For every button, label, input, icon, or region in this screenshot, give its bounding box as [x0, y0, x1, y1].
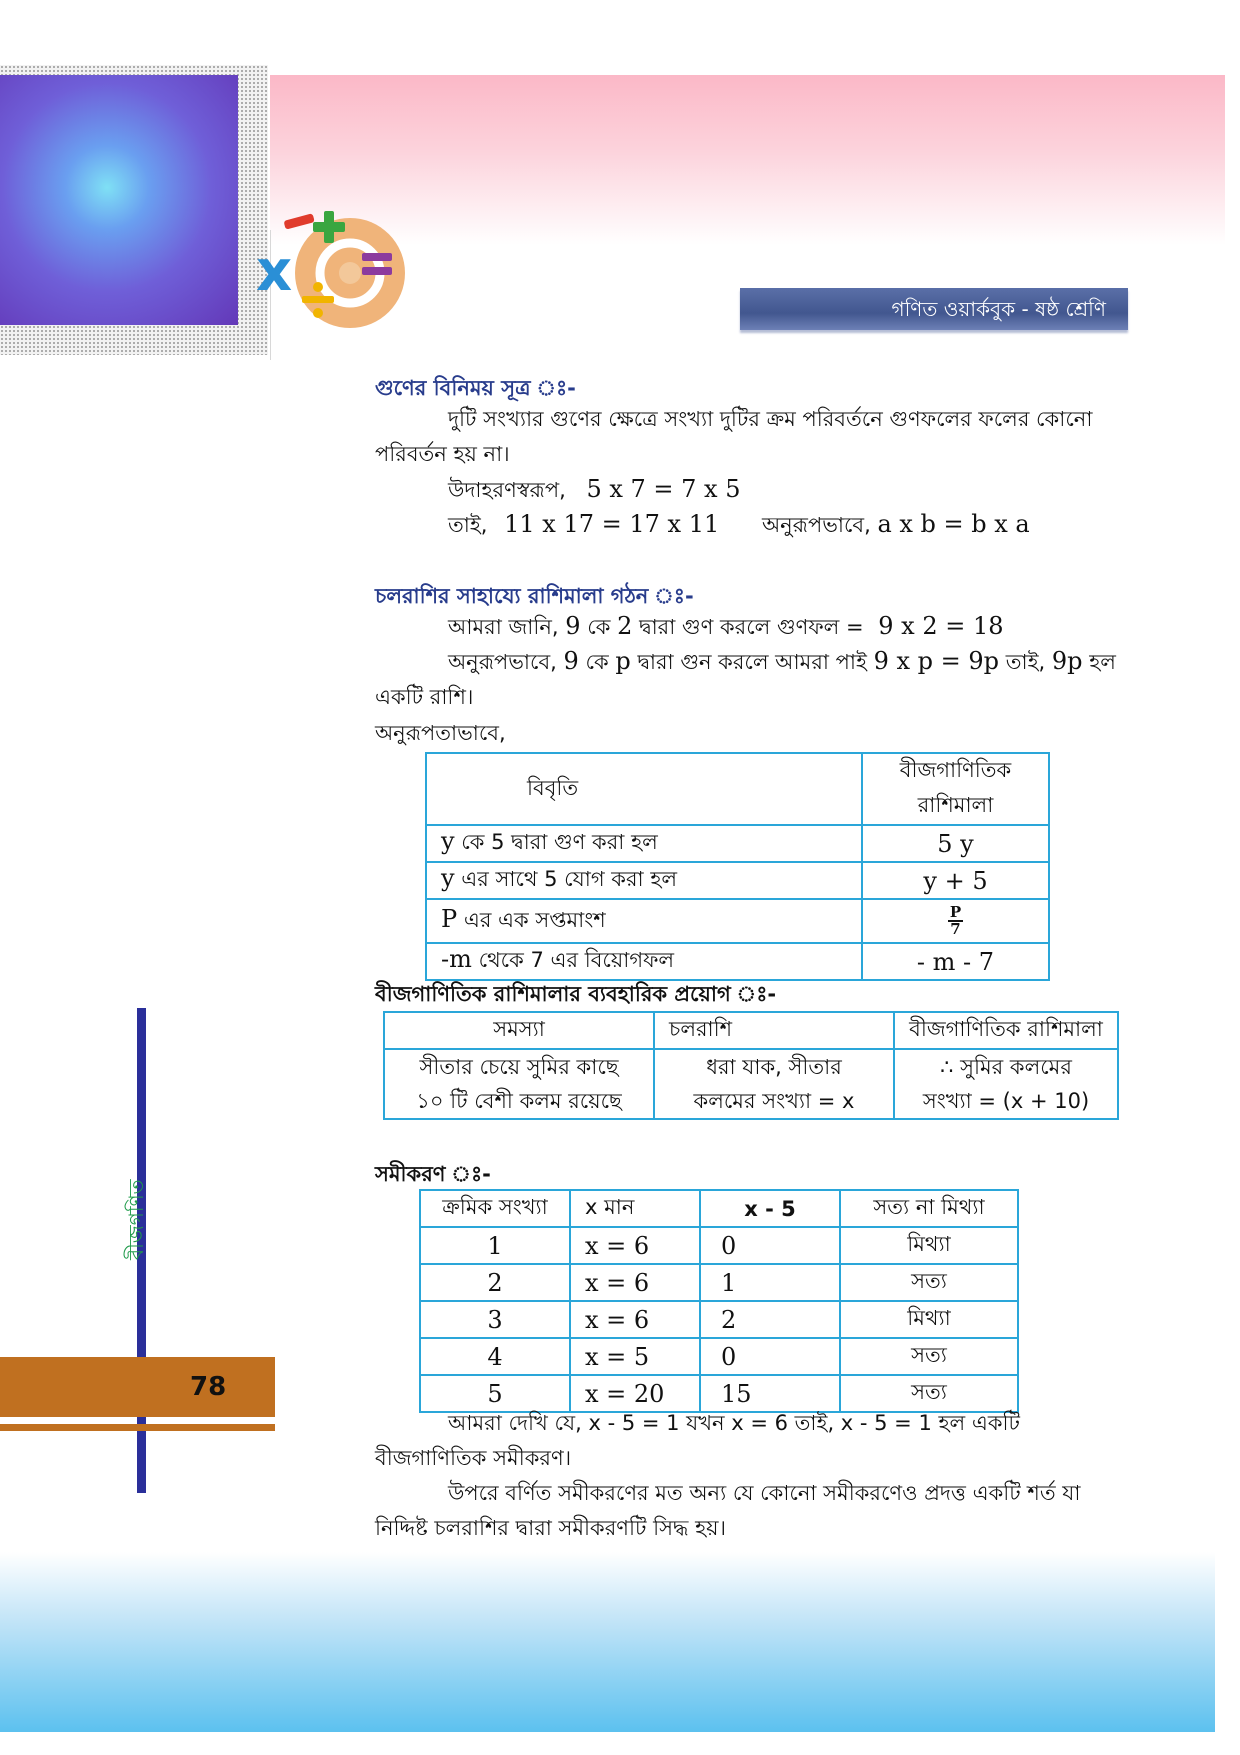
table-header-row [384, 1012, 1118, 1049]
math-symbols-logo [256, 205, 422, 340]
commutative-paragraph-cont: পরিবর্তন হয় না। [375, 442, 510, 466]
book-title-bar: গণিত ওয়ার্কবুক - ষষ্ঠ শ্রেণি [740, 288, 1128, 330]
table-header-row [426, 753, 1049, 825]
header-purple-square [0, 75, 238, 325]
expression-line: সংখ্যা = (x + 10) [922, 1089, 1090, 1113]
row-text: এর সাথে 5 যোগ করা হল [461, 867, 677, 891]
example-line [448, 472, 740, 508]
table-header-cell: চলরাশি [654, 1012, 894, 1049]
we-know-text3: দ্বারা গুণ করলে গুণফল = [639, 615, 864, 639]
we-know-expression: 9 x 2 = 18 [878, 612, 1004, 640]
table-cell: 4 [420, 1338, 570, 1375]
table-header-cell: বিবৃতি [426, 753, 862, 825]
table-cell: 2 [700, 1301, 840, 1338]
table-cell: সত্য [840, 1375, 1018, 1412]
variable-line: ধরা যাক, সীতার [706, 1055, 842, 1079]
table-cell [426, 862, 862, 899]
similarly-line [448, 644, 1116, 680]
conclusion-line-cont: বীজগাণিতিক সমীকরণ। [375, 1446, 572, 1470]
so-line [448, 507, 1030, 543]
table-cell: 0 [700, 1227, 840, 1264]
page-band-underline [0, 1424, 275, 1431]
table-cell: মিথ্যা [840, 1301, 1018, 1338]
one-expression-line: একটি রাশি। [375, 685, 474, 709]
table-header-cell: ক্রমিক সংখ্যা [420, 1190, 570, 1227]
similarly-text: অনুরূপভাবে, [448, 650, 557, 674]
table-cell: সত্য [840, 1264, 1018, 1301]
application-table [383, 1011, 1119, 1120]
table-header-cell: x মান [570, 1190, 700, 1227]
table-row [420, 1301, 1018, 1338]
row-text: এর এক সপ্তমাংশ [463, 907, 606, 932]
commutative-paragraph: দুটি সংখ্যার গুণের ক্ষেত্রে সংখ্যা দুটির ক্রম পরিবর্তনে গুণফলের ফলের কোনো [448, 407, 1093, 431]
we-know-line [448, 609, 1004, 645]
example-expression: 5 x 7 = 7 x 5 [586, 475, 741, 503]
table-cell: 3 [420, 1301, 570, 1338]
page-number-band [0, 1357, 275, 1417]
table-cell [862, 899, 1049, 943]
similar-label: অনুরূপভাবে, [761, 513, 871, 537]
similarly-var: p [615, 647, 631, 675]
table-cell [384, 1049, 654, 1119]
table-cell [426, 899, 862, 943]
table-cell: 1 [420, 1227, 570, 1264]
table-cell: x = 6 [570, 1301, 700, 1338]
final-line: উপরে বর্ণিত সমীকরণের মত অন্য যে কোনো সমীকরণেও প্রদত্ত একটি শর্ত যা [448, 1481, 1081, 1505]
similarly-text2: কে [585, 650, 609, 674]
table-header-cell: বীজগাণিতিক রাশিমালা [862, 753, 1049, 825]
table-header-cell: বীজগাণিতিক রাশিমালা [894, 1012, 1118, 1049]
table-cell: x = 20 [570, 1375, 700, 1412]
table-row [426, 899, 1049, 943]
example-label: উদাহরণস্বরূপ, [448, 478, 566, 502]
table-cell: 0 [700, 1338, 840, 1375]
similarly-text4: তাই, [1005, 650, 1046, 674]
table-cell [654, 1049, 894, 1119]
table-row [420, 1227, 1018, 1264]
final-line-cont: নিদ্দিষ্ট চলরাশির দ্বারা সমীকরণটি সিদ্ধ হয়। [375, 1516, 726, 1540]
table-header-cell: সমস্যা [384, 1012, 654, 1049]
table-cell: সত্য [840, 1338, 1018, 1375]
row-var: -m [441, 945, 472, 973]
problem-line: ১০ টি বেশী কলম রয়েছে [416, 1089, 622, 1113]
conclusion-line: আমরা দেখি যে, x - 5 = 1 যখন x = 6 তাই, x - 5 = 1 হল একটি [448, 1411, 1020, 1435]
fraction-numerator: P [949, 903, 962, 921]
page-number: 78 [190, 1372, 227, 1402]
statement-expression-table [425, 752, 1050, 981]
footer-gradient [0, 1552, 1215, 1732]
table-cell: y + 5 [862, 862, 1049, 899]
fraction-denominator: 7 [950, 920, 961, 938]
similarly-expression: 9 x p = 9p [873, 647, 1000, 675]
so-label: তাই, [448, 513, 488, 537]
table-header-row [420, 1190, 1018, 1227]
row-var: y [441, 827, 455, 855]
swirl-core [339, 262, 361, 284]
problem-line: সীতার চেয়ে সুমির কাছে [419, 1055, 619, 1079]
row-text: কে 5 দ্বারা গুণ করা হল [461, 830, 658, 854]
section-expression-heading: চলরাশির সাহায্যে রাশিমালা গঠন ঃ- [375, 584, 694, 608]
section-application-heading: বীজগাণিতিক রাশিমালার ব্যবহারিক প্রয়োগ ঃ- [375, 982, 777, 1006]
row-text: থেকে 7 এর বিয়োগফল [478, 948, 675, 972]
we-know-num: 9 [565, 612, 581, 640]
section-commutative-heading: গুণের বিনিময় সূত্র ঃ- [375, 376, 576, 400]
table-cell: 1 [700, 1264, 840, 1301]
section-equation-heading: সমীকরণ ঃ- [375, 1162, 491, 1186]
table-row [426, 825, 1049, 862]
table-cell: 5 [420, 1375, 570, 1412]
similarly-num: 9 [563, 647, 579, 675]
table-header-cell: সত্য না মিথ্যা [840, 1190, 1018, 1227]
table-cell: 2 [420, 1264, 570, 1301]
table-header-cell: x - 5 [700, 1190, 840, 1227]
table-cell [426, 825, 862, 862]
table-cell [426, 943, 862, 980]
equation-table [419, 1189, 1019, 1413]
similarly-result: 9p [1051, 647, 1083, 675]
we-know-text: আমরা জানি, [448, 615, 559, 639]
table-row [384, 1049, 1118, 1119]
table-cell: মিথ্যা [840, 1227, 1018, 1264]
fraction [948, 905, 963, 937]
similar-expression: a x b = b x a [877, 510, 1030, 538]
variable-line: কলমের সংখ্যা = x [693, 1089, 855, 1113]
minus-sign [283, 213, 314, 229]
table-cell: - m - 7 [862, 943, 1049, 980]
we-know-num2: 2 [617, 612, 633, 640]
table-row [426, 943, 1049, 980]
times-sign: x [256, 239, 293, 304]
table-cell: x = 6 [570, 1264, 700, 1301]
similarly-text5: হল [1089, 650, 1116, 674]
table-cell [894, 1049, 1118, 1119]
expression-line: ∴ সুমির কলমের [940, 1055, 1072, 1079]
table-row [420, 1264, 1018, 1301]
row-var: P [441, 904, 458, 933]
table-row [420, 1338, 1018, 1375]
row-var: y [441, 864, 455, 892]
similarly-text3: দ্বারা গুন করলে আমরা পাই [637, 650, 867, 674]
table-cell: 15 [700, 1375, 840, 1412]
table-cell: x = 5 [570, 1338, 700, 1375]
table-cell: x = 6 [570, 1227, 700, 1264]
chapter-side-label: বীজগণিত [124, 1179, 148, 1260]
so-expression: 11 x 17 = 17 x 11 [504, 510, 720, 538]
table-row [426, 862, 1049, 899]
accordingly-line: অনুরূপতাভাবে, [375, 721, 506, 745]
table-cell: 5 y [862, 825, 1049, 862]
we-know-text2: কে [587, 615, 611, 639]
